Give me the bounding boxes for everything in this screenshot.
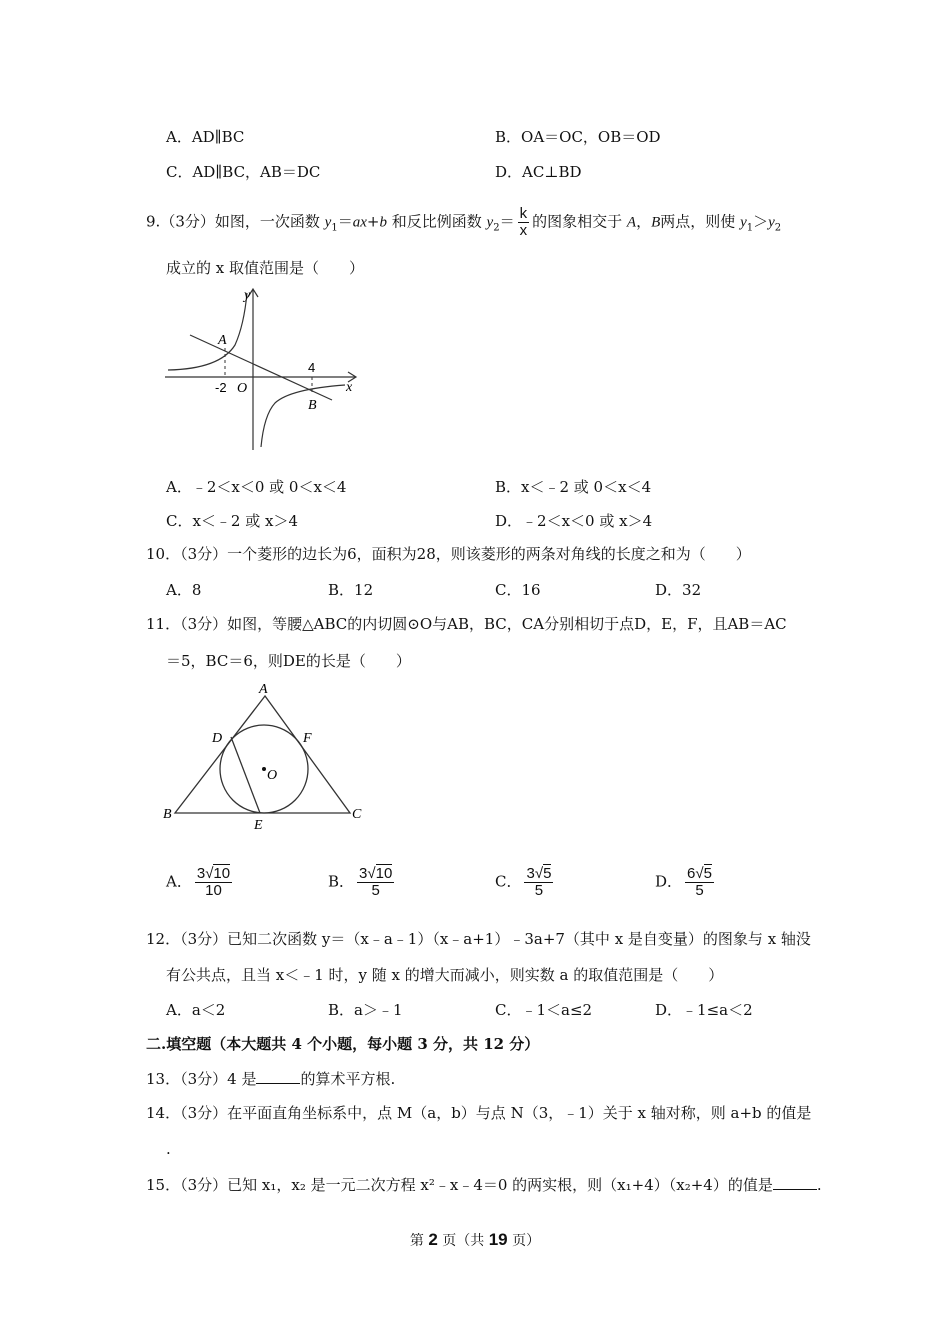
q8-option-c: C．AD∥BC，AB＝DC [166,163,321,181]
q14-stem-line2: . [166,1140,171,1158]
q10-option-d: D．32 [655,581,702,599]
q13-blank [256,1069,300,1084]
q10-option-c: C．16 [495,581,541,599]
label-minus-2: -2 [215,380,227,395]
label-x: x [346,380,353,395]
q15-stem: 15．（3分）已知 x₁，x₂ 是一元二次方程 x²﹣x﹣4＝0 的两实根，则（x₁+4）（x₂+4）的值是 . [146,1176,822,1194]
q11-option-d-fraction: $\frac{6√5}{5}$ [687,865,712,899]
q9-option-d: D．﹣2＜x＜0 或 x＞4 [495,512,653,530]
q11-option-c: C． $\frac{3√5}{5}$ [495,865,552,899]
q10-option-b: B．12 [328,581,374,599]
q11-triangle-figure [160,678,370,833]
hyperbola-left-branch [168,293,247,370]
q12-option-c: C．﹣1＜a≤2 [495,1001,593,1019]
q9-stem-line2: 成立的 x 取值范围是（ ） [166,259,364,277]
q11-option-c-fraction: $\frac{3√5}{5}$ [526,865,552,899]
q12-stem-line1: 12．（3分）已知二次函数 y＝（x﹣a﹣1）（x﹣a+1）﹣3a+7（其中 x 是自变量）的图象与 x 轴没 [146,930,811,948]
q11-stem-line2: ＝5，BC＝6，则DE的长是（ ） [166,652,411,670]
label-b: B [308,398,317,413]
label-o: O [267,768,278,783]
hyperbola-right-branch [261,385,345,447]
label-e: E [254,818,263,833]
triangle-abc [175,696,350,813]
q9-option-c: C．x＜﹣2 或 x＞4 [166,512,299,530]
q10-stem: 10．（3分）一个菱形的边长为6，面积为28，则该菱形的两条对角线的长度之和为（ ） [146,545,751,563]
q12-option-a: A．a＜2 [166,1001,226,1019]
q11-stem-line1: 11．（3分）如图，等腰△ABC的内切圆⊙O与AB，BC，CA分别相切于点D，E，F，且AB＝AC [146,615,787,633]
q11-option-d: D． $\frac{6√5}{5}$ [655,865,712,899]
q13-stem: 13．（3分）4 是 的算术平方根. [146,1070,396,1088]
q10-option-a: A．8 [166,581,202,599]
label-a: A [259,682,268,697]
q11-option-b-fraction: $\frac{3√10}{5}$ [359,865,393,899]
q11-option-a: A． $\frac{3√10}{10}$ [166,865,231,899]
label-y: y [244,288,251,303]
label-f: F [303,731,312,746]
label-a: A [218,333,227,348]
center-o-point [262,767,266,771]
page-footer: 第 2 页（共 19 页） [409,1230,541,1249]
q9-fraction: $\frac{k}{x}$ [519,205,528,239]
q12-stem-line2: 有公共点，且当 x＜﹣1 时，y 随 x 的增大而减小，则实数 a 的取值范围是（ ） [166,966,724,984]
q8-option-a: A．AD∥BC [166,128,245,146]
q9-graph-figure [160,285,365,455]
q9-stem: 9.（3分）如图，一次函数 $y_1=ax+b$ 和反比例函数 $y_2=$ $\frac{k}{x}$ 的图象相交于 A，B两点，则使 $y_1>y_2$ [146,205,782,239]
label-4: 4 [308,360,316,375]
q12-option-b: B．a＞﹣1 [328,1001,403,1019]
label-c: C [352,807,362,822]
q9-option-b: B．x＜﹣2 或 0＜x＜4 [495,478,652,496]
q9-option-a: A．﹣2＜x＜0 或 0＜x＜4 [166,478,347,496]
q11-option-a-fraction: $\frac{3√10}{10}$ [196,865,231,899]
q12-option-d: D．﹣1≤a＜2 [655,1001,753,1019]
q11-option-b: B． $\frac{3√10}{5}$ [328,865,393,899]
q14-stem-line1: 14．（3分）在平面直角坐标系中，点 M（a，b）与点 N（3，﹣1）关于 x 轴对称，则 a+b 的值是 [146,1104,812,1122]
label-d: D [212,731,223,746]
q8-option-b: B．OA＝OC，OB＝OD [495,128,661,146]
q15-blank [773,1175,817,1190]
label-b: B [163,807,172,822]
q8-option-d: D．AC⊥BD [495,163,582,181]
section-2-heading: 二.填空题（本大题共 4 个小题，每小题 3 分，共 12 分） [146,1035,540,1053]
label-o: O [237,381,248,396]
